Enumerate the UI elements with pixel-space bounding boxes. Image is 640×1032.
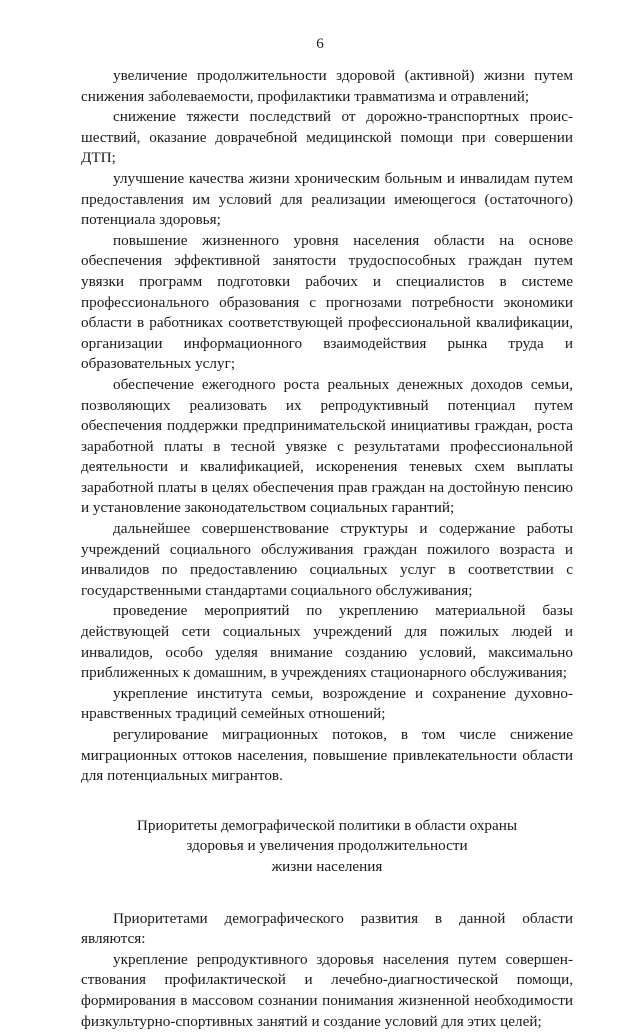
paragraph-road-accidents: снижение тяжести последствий от дорожно-транспортных происшествий, оказание доврачебной медицинской помощи при совершении ДТП; — [81, 108, 573, 167]
paragraph-health-longevity: увеличение продолжительности здоровой (активной) жизни путем снижения заболеваемости, профилактики травматизма и отравлений; — [81, 67, 573, 105]
paragraph-chronic-patients: улучшение качества жизни хроническим больным и инвалидам путем предоставления им условий для реализации имеющегося (остаточного) потенциала здоровья; — [81, 169, 573, 229]
section-heading-line-2: здоровья и увеличения продолжительности — [186, 837, 468, 855]
paragraph-priorities-intro: Приоритетами демографического развития в данной области являются: — [81, 909, 573, 948]
section-heading — [81, 816, 573, 878]
section-heading-line-1: Приоритеты демографической политики в области охраны — [136, 816, 518, 834]
paragraph-material-base: проведение мероприятий по укреплению материальной базы действующей сети социальных учреждений для пожилых людей и инвалидов, особо уделяя внимание созданию условий, максимально приближенных к домашним, в учреждениях стационарного обслуживания; — [81, 602, 573, 682]
page-number: 6 — [316, 36, 324, 52]
paragraph-family-income: обеспечение ежегодного роста реальных денежных доходов семьи, позволяющих реализовать их репродуктивный потенциал путем обеспечения поддержки предпринимательской инициативы граждан, роста заработной платы в тесной увязке с результатами профессиональной деятельности и квалификацией, искоренения теневых схем выплаты заработной платы в целях обеспечения прав граждан на достойную пенсию и установление законодательством социальных гарантий; — [81, 375, 573, 517]
paragraph-social-services: дальнейшее совершенствование структуры и содержание работы учреждений социального обслуживания граждан пожилого возраста и инвалидов по предоставлению социальных услуг в соответствии с государственными стандартами социального обслуживания; — [81, 520, 573, 599]
paragraph-reproductive-health: укрепление репродуктивного здоровья населения путем совершенствования профилактической и лечебно-диагностической помощи, формирования в массовом сознании понимания жизненной необходимости физкультурно-спортивных занятий и создание условий для этих целей; — [81, 950, 573, 1030]
paragraph-family-institute: укрепление института семьи, возрождение и сохранение духовно-нравственных традиций семейных отношений; — [81, 684, 573, 723]
section-heading-line-3: жизни населения — [271, 857, 383, 875]
paragraph-migration: регулирование миграционных потоков, в том числе снижение миграционных оттоков населения, повышение привлекательности области для потенциальных мигрантов. — [81, 726, 573, 785]
paragraph-living-standard: повышение жизненного уровня населения области на основе обеспечения эффективной занятости трудоспособных граждан путем увязки программ подготовки рабочих и специалистов в системе профессионального образования с прогнозами потребности экономики области в работниках соответствующей профессиональной квалификации, организации информационного взаимодействия рынка труда и образовательных услуг; — [81, 231, 573, 373]
document-body — [81, 66, 573, 1032]
